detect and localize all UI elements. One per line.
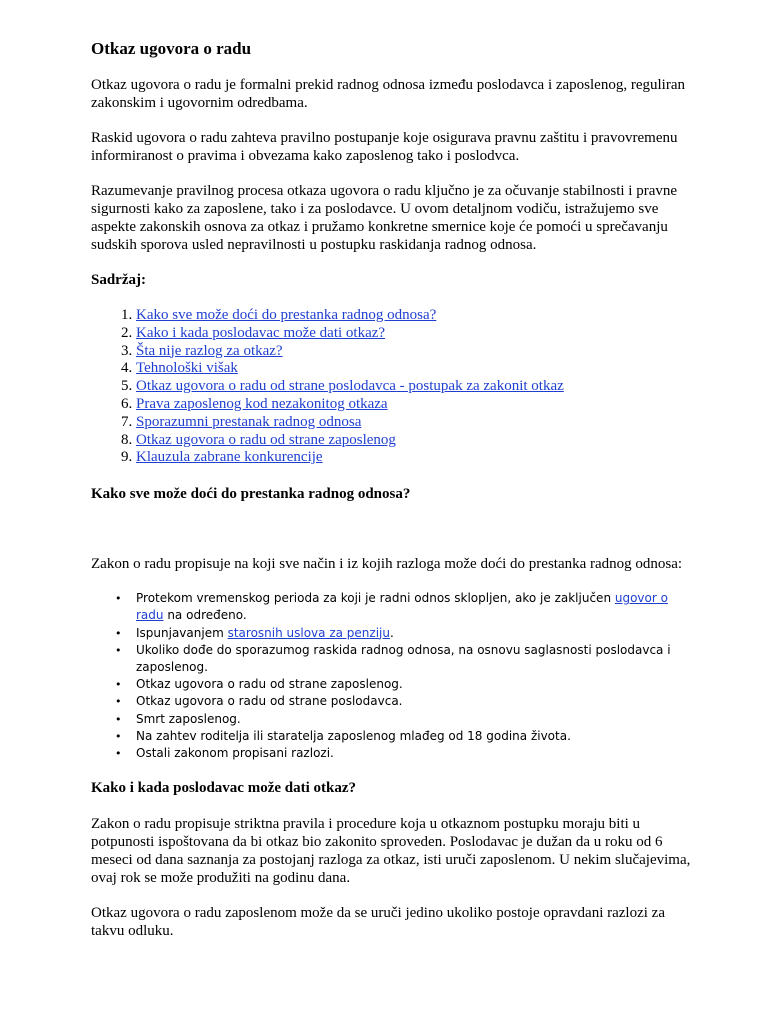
list-item-text: Ostali zakonom propisani razlozi. bbox=[136, 746, 334, 760]
bullet-icon: • bbox=[115, 626, 122, 640]
toc-item bbox=[136, 343, 691, 361]
bullet-icon: • bbox=[115, 678, 122, 692]
section1-paragraph: Zakon o radu propisuje na koji sve način i iz kojih razloga može doći do prestanka radnog odnosa: bbox=[91, 556, 683, 573]
toc-item bbox=[136, 307, 691, 325]
list-item bbox=[115, 745, 691, 762]
toc-item bbox=[136, 414, 691, 432]
bullet-icon: • bbox=[115, 747, 122, 760]
list-item-text: Ukoliko dođe do sporazumog raskida radnog odnosa, na osnovu saglasnosti poslodavca i zaposlenog. bbox=[136, 642, 671, 674]
toc-item bbox=[136, 432, 691, 450]
link-ugovor-o-radu[interactable]: ugovor o radu bbox=[136, 591, 668, 623]
toc-item bbox=[136, 325, 691, 343]
toc-link-8[interactable]: Otkaz ugovora o radu od strane zaposlenog bbox=[136, 431, 396, 448]
toc-link-4[interactable]: Tehnološki višak bbox=[136, 360, 238, 377]
list-item-text: na određeno. bbox=[163, 608, 247, 623]
list-item-text: . bbox=[389, 625, 394, 640]
toc-item bbox=[136, 360, 691, 378]
intro-paragraph-3: Razumevanje pravilnog procesa otkaza ugovora o radu ključno je za očuvanje stabilnosti i pravne sigurnosti kako za zaposlene, tako i za poslodavce. U ovom detaljnom vodiču, istražujemo sve aspekte zakonskih osnova za otkaz i pružamo konkretne smernice koje će pomoći u sprečavanju sudskih sporova usled nepravilnosti u postupku raskidanja radnog odnosa. bbox=[91, 183, 678, 253]
list-item-text: Protekom vremenskog perioda za koji je radni odnos sklopljen, ako je zaključen bbox=[136, 591, 615, 606]
toc-link-3[interactable]: Šta nije razlog za otkaz? bbox=[136, 342, 283, 359]
toc-link-6[interactable]: Prava zaposlenog kod nezakonitog otkaza bbox=[136, 395, 388, 412]
toc-link-2[interactable]: Kako i kada poslodavac može dati otkaz? bbox=[136, 324, 386, 341]
list-item-text: Smrt zaposlenog. bbox=[136, 711, 241, 726]
bullet-icon: • bbox=[115, 712, 122, 726]
list-item-text: Otkaz ugovora o radu od strane zaposlenog. bbox=[136, 677, 403, 692]
list-item-text: Na zahtev roditelja ili staratelja zaposlenog mlađeg od 18 godina života. bbox=[136, 728, 571, 743]
bullet-icon: • bbox=[115, 729, 122, 743]
toc-item bbox=[136, 396, 691, 414]
list-item-text: Ispunjavanjem bbox=[136, 625, 228, 640]
bullet-icon: • bbox=[115, 695, 122, 709]
section2-heading: Kako i kada poslodavac može dati otkaz? bbox=[91, 780, 357, 797]
section2-paragraph-1: Zakon o radu propisuje striktna pravila i procedure koja u otkaznom postupku moraju biti u potpunosti ispoštovana da bi otkaz bio zakonito sproveden. Poslodavac je dužan da u roku od 6 meseci od dana saznanja za postojanj razloga za otkaz, isti uruči zaposlenom. U nekim slučajevima, ovaj rok se može produžiti na godinu dana. bbox=[91, 816, 691, 887]
section2-paragraph-2: Otkaz ugovora o radu zaposlenom može da se uruči jedino ukoliko postoje opravdani razlozi za takvu odluku. bbox=[91, 905, 665, 940]
termination-reasons-list bbox=[91, 590, 691, 762]
toc-link-5[interactable]: Otkaz ugovora o radu od strane poslodavca - postupak za zakonit otkaz bbox=[136, 378, 564, 395]
list-item bbox=[115, 625, 691, 642]
toc-link-1[interactable]: Kako sve može doći do prestanka radnog odnosa? bbox=[136, 307, 437, 323]
list-item-text: Otkaz ugovora o radu od strane poslodavca. bbox=[136, 694, 403, 709]
list-item bbox=[115, 711, 691, 728]
list-item bbox=[115, 590, 691, 624]
link-starosni-uslovi[interactable]: starosnih uslova za penziju bbox=[227, 625, 390, 640]
toc-link-7[interactable]: Sporazumni prestanak radnog odnosa bbox=[136, 413, 362, 430]
toc-link-9[interactable]: Klauzula zabrane konkurencije bbox=[136, 449, 323, 466]
list-item bbox=[115, 642, 691, 676]
toc-heading: Sadržaj: bbox=[91, 272, 146, 288]
bullet-icon: • bbox=[115, 643, 122, 657]
list-item bbox=[115, 693, 691, 710]
intro-paragraph-2: Raskid ugovora o radu zahteva pravilno postupanje koje osigurava pravnu zaštitu i pravovremenu informiranost o pravima i obvezama kako zaposlenog tako i poslodvca. bbox=[91, 130, 678, 164]
bullet-icon: • bbox=[115, 592, 122, 606]
page-title: Otkaz ugovora o radu bbox=[91, 39, 252, 58]
list-item bbox=[115, 676, 691, 693]
spacer bbox=[91, 503, 691, 555]
intro-paragraph-1: Otkaz ugovora o radu je formalni prekid radnog odnosa između poslodavca i zaposlenog, reguliran zakonskim i ugovornim odredbama. bbox=[91, 77, 685, 111]
list-item bbox=[115, 728, 691, 745]
table-of-contents bbox=[91, 307, 691, 467]
toc-item bbox=[136, 449, 691, 467]
document-page bbox=[91, 36, 691, 957]
toc-item bbox=[136, 378, 691, 396]
section1-heading: Kako sve može doći do prestanka radnog odnosa? bbox=[91, 486, 411, 503]
